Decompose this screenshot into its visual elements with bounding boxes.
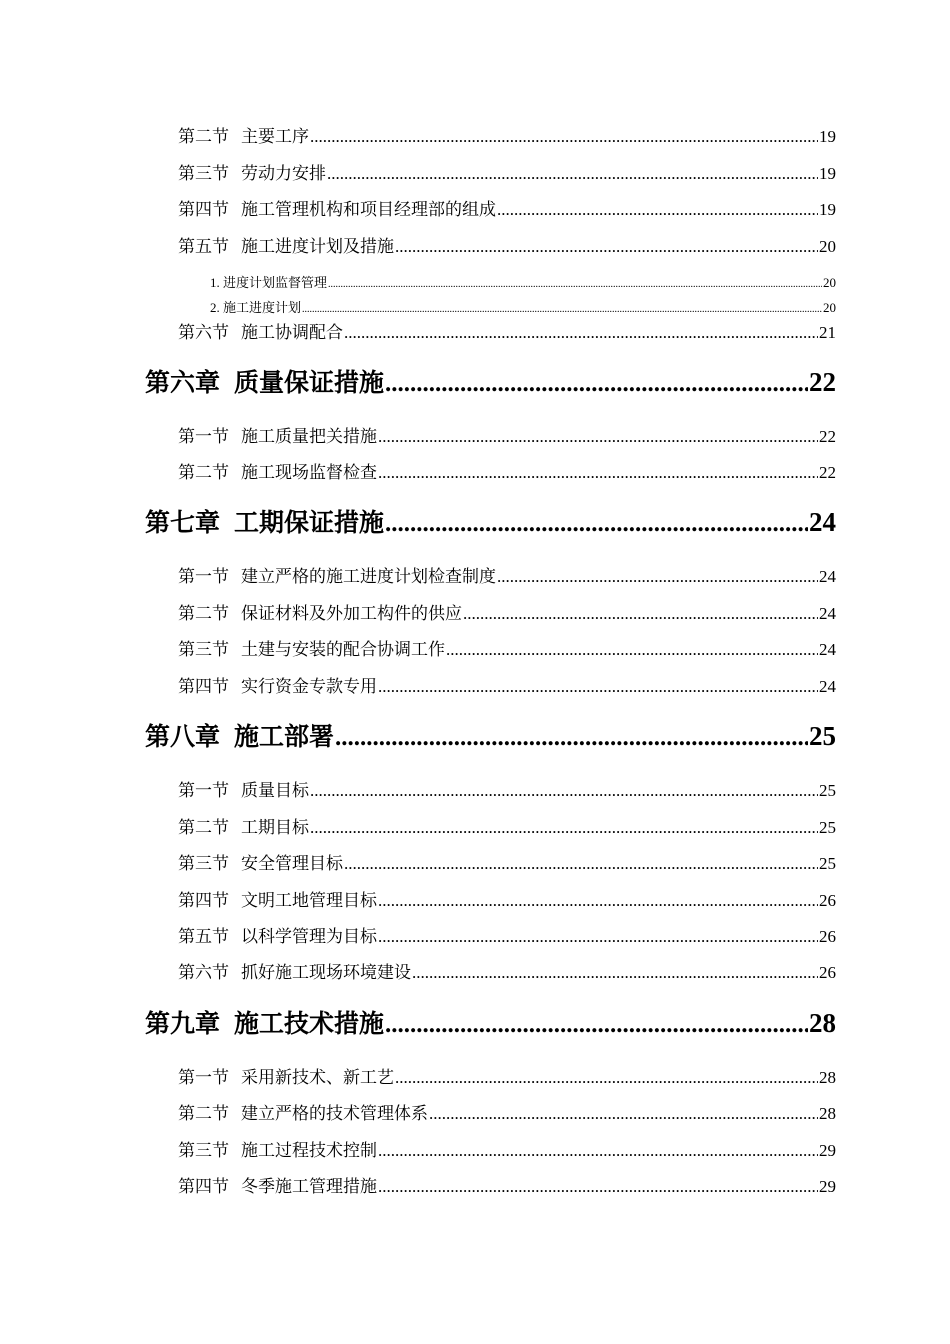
section-number: 第三节 — [178, 854, 229, 873]
chapter-number: 第八章 — [145, 722, 221, 751]
page-number: 28 — [819, 1104, 836, 1123]
subsection-number: 1. — [210, 275, 220, 290]
section-number: 第四节 — [178, 677, 229, 696]
section-number: 第二节 — [178, 463, 229, 482]
page-number: 22 — [819, 463, 836, 482]
page-number: 20 — [823, 275, 836, 290]
dot-leader — [463, 603, 818, 625]
dot-leader — [378, 1176, 818, 1198]
dot-leader — [412, 962, 818, 984]
section-number: 第四节 — [178, 1177, 229, 1196]
toc-section-entry[interactable] — [178, 639, 836, 661]
section-number: 第五节 — [178, 237, 229, 256]
page-number: 28 — [809, 1008, 836, 1038]
toc-section-entry[interactable] — [178, 603, 836, 625]
dot-leader — [378, 462, 818, 484]
page-number: 21 — [819, 323, 836, 342]
toc-section-entry[interactable] — [178, 676, 836, 698]
page-number: 29 — [819, 1141, 836, 1160]
section-title: 以科学管理为目标 — [241, 927, 377, 946]
section-number: 第二节 — [178, 127, 229, 146]
dot-leader — [378, 890, 818, 912]
chapter-title: 工期保证措施 — [234, 508, 385, 537]
page-number: 25 — [819, 854, 836, 873]
page-number: 24 — [819, 567, 836, 586]
dot-leader — [446, 639, 818, 661]
dot-leader — [302, 301, 822, 319]
toc-section-entry[interactable] — [178, 322, 836, 344]
dot-leader — [328, 276, 822, 294]
dot-leader — [344, 322, 818, 344]
section-title: 采用新技术、新工艺 — [241, 1068, 394, 1087]
toc-section-entry[interactable] — [178, 817, 836, 839]
toc-section-entry[interactable] — [178, 853, 836, 875]
section-title: 冬季施工管理措施 — [241, 1177, 377, 1196]
toc-section-entry[interactable] — [178, 890, 836, 912]
page-number: 24 — [809, 507, 836, 537]
section-number: 第五节 — [178, 927, 229, 946]
section-title: 主要工序 — [241, 127, 309, 146]
page-number: 22 — [809, 367, 836, 397]
subsection-title: 进度计划监督管理 — [223, 275, 328, 290]
toc-chapter-entry[interactable] — [145, 364, 836, 400]
toc-section-entry[interactable] — [178, 566, 836, 588]
section-number: 第三节 — [178, 164, 229, 183]
page-number: 25 — [809, 721, 836, 751]
section-title: 施工现场监督检查 — [241, 463, 377, 482]
dot-leader — [429, 1103, 818, 1125]
dot-leader — [385, 506, 808, 542]
page-number: 24 — [819, 677, 836, 696]
section-number: 第二节 — [178, 1104, 229, 1123]
page-number: 19 — [819, 127, 836, 146]
section-number: 第三节 — [178, 640, 229, 659]
section-title: 施工协调配合 — [241, 323, 343, 342]
page-number: 25 — [819, 818, 836, 837]
toc-section-entry[interactable] — [178, 962, 836, 984]
dot-leader — [497, 566, 818, 588]
chapter-title: 质量保证措施 — [234, 368, 385, 397]
section-number: 第一节 — [178, 567, 229, 586]
toc-section-entry[interactable] — [178, 163, 836, 185]
section-title: 安全管理目标 — [241, 854, 343, 873]
dot-leader — [395, 236, 818, 258]
chapter-number: 第七章 — [145, 508, 221, 537]
toc-section-entry[interactable] — [178, 1140, 836, 1162]
section-title: 土建与安装的配合协调工作 — [241, 640, 445, 659]
page-number: 22 — [819, 427, 836, 446]
toc-section-entry[interactable] — [178, 1176, 836, 1198]
chapter-title: 施工技术措施 — [234, 1009, 385, 1038]
section-title: 施工管理机构和项目经理部的组成 — [241, 200, 496, 219]
page-number: 26 — [819, 963, 836, 982]
chapter-number: 第六章 — [145, 368, 221, 397]
toc-subsection-entry[interactable] — [210, 299, 836, 317]
subsection-title: 施工进度计划 — [223, 300, 302, 315]
dot-leader — [497, 199, 818, 221]
toc-section-entry[interactable] — [178, 126, 836, 148]
section-title: 质量目标 — [241, 781, 309, 800]
toc-chapter-entry[interactable] — [145, 1005, 836, 1041]
toc-section-entry[interactable] — [178, 1103, 836, 1125]
section-title: 施工过程技术控制 — [241, 1141, 377, 1160]
page-number: 19 — [819, 200, 836, 219]
dot-leader — [378, 926, 818, 948]
section-title: 抓好施工现场环境建设 — [241, 963, 411, 982]
page-number: 20 — [819, 237, 836, 256]
dot-leader — [310, 126, 818, 148]
dot-leader — [310, 780, 818, 802]
dot-leader — [310, 817, 818, 839]
toc-section-entry[interactable] — [178, 199, 836, 221]
toc-section-entry[interactable] — [178, 1067, 836, 1089]
section-title: 工期目标 — [241, 818, 309, 837]
page-number: 26 — [819, 927, 836, 946]
dot-leader — [385, 1007, 808, 1043]
section-number: 第四节 — [178, 891, 229, 910]
subsection-number: 2. — [210, 300, 220, 315]
toc-section-entry[interactable] — [178, 926, 836, 948]
section-title: 劳动力安排 — [241, 164, 326, 183]
page-number: 28 — [819, 1068, 836, 1087]
section-title: 建立严格的技术管理体系 — [241, 1104, 428, 1123]
page-number: 24 — [819, 604, 836, 623]
toc-section-entry[interactable] — [178, 236, 836, 258]
section-number: 第二节 — [178, 604, 229, 623]
section-title: 保证材料及外加工构件的供应 — [241, 604, 462, 623]
toc-section-entry[interactable] — [178, 426, 836, 448]
section-number: 第六节 — [178, 963, 229, 982]
chapter-title: 施工部署 — [234, 722, 335, 751]
section-number: 第一节 — [178, 1068, 229, 1087]
page-number: 29 — [819, 1177, 836, 1196]
section-title: 建立严格的施工进度计划检查制度 — [241, 567, 496, 586]
dot-leader — [378, 1140, 818, 1162]
page-number: 20 — [823, 300, 836, 315]
toc-chapter-entry[interactable] — [145, 504, 836, 540]
section-number: 第四节 — [178, 200, 229, 219]
dot-leader — [344, 853, 818, 875]
section-number: 第一节 — [178, 427, 229, 446]
section-title: 文明工地管理目标 — [241, 891, 377, 910]
page-number: 26 — [819, 891, 836, 910]
page-number: 24 — [819, 640, 836, 659]
dot-leader — [335, 720, 808, 756]
toc-subsection-entry[interactable] — [210, 274, 836, 292]
toc-chapter-entry[interactable] — [145, 718, 836, 754]
page-number: 19 — [819, 164, 836, 183]
section-title: 施工质量把关措施 — [241, 427, 377, 446]
section-number: 第二节 — [178, 818, 229, 837]
section-number: 第一节 — [178, 781, 229, 800]
dot-leader — [395, 1067, 818, 1089]
chapter-number: 第九章 — [145, 1009, 221, 1038]
dot-leader — [378, 676, 818, 698]
section-number: 第六节 — [178, 323, 229, 342]
section-number: 第三节 — [178, 1141, 229, 1160]
section-title: 施工进度计划及措施 — [241, 237, 394, 256]
dot-leader — [378, 426, 818, 448]
toc-section-entry[interactable] — [178, 462, 836, 484]
section-title: 实行资金专款专用 — [241, 677, 377, 696]
dot-leader — [385, 366, 808, 402]
toc-section-entry[interactable] — [178, 780, 836, 802]
page-number: 25 — [819, 781, 836, 800]
dot-leader — [327, 163, 818, 185]
